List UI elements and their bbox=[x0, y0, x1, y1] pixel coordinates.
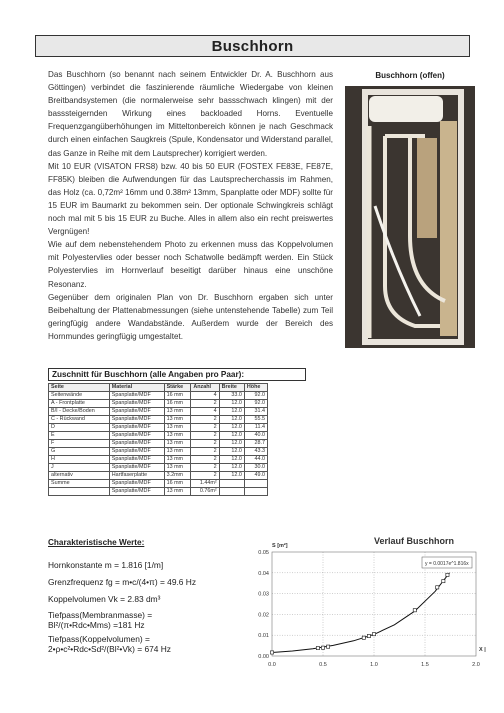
table-cell: C - Rückwand bbox=[49, 416, 110, 424]
cut-table-body bbox=[49, 392, 268, 496]
table-row bbox=[49, 448, 268, 456]
lowpass-coupling-value: 2•ρ•c²•Rdc•Sd²/(Bl²•Vk) = 674 Hz bbox=[48, 644, 171, 654]
table-cell: 44.0 bbox=[244, 456, 267, 464]
cut-table-heading: Zuschnitt für Buschhorn (alle Angaben pro Paar): bbox=[48, 368, 306, 381]
y-tick-label: 0.00 bbox=[258, 654, 269, 660]
horn-profile-chart bbox=[246, 534, 504, 684]
data-point bbox=[413, 609, 416, 612]
photo-caption: Buschhorn (offen) bbox=[375, 71, 445, 80]
table-cell: B/I - Decke/Boden bbox=[49, 408, 110, 416]
table-cell: 2 bbox=[191, 440, 219, 448]
table-row bbox=[49, 408, 268, 416]
lowpass-membrane-value: Bl²/(π•Rdc•Mms) =181 Hz bbox=[48, 620, 145, 630]
data-point bbox=[362, 636, 365, 639]
table-cell: alternativ bbox=[49, 472, 110, 480]
table-cell: Hartfaserplatte bbox=[109, 472, 164, 480]
table-cell: 13 mm bbox=[164, 488, 191, 496]
table-cell: 3.2mm bbox=[164, 472, 191, 480]
table-cell: 13 mm bbox=[164, 416, 191, 424]
table-cell: F bbox=[49, 440, 110, 448]
table-cell: Spanplatte/MDF bbox=[109, 464, 164, 472]
horn-constant: Hornkonstante m = 1.816 [1/m] bbox=[48, 560, 164, 570]
table-cell: 2 bbox=[191, 424, 219, 432]
y-tick-label: 0.02 bbox=[258, 612, 269, 619]
data-point bbox=[327, 645, 330, 648]
y-tick-label: 0.04 bbox=[258, 570, 269, 577]
table-cell: J bbox=[49, 464, 110, 472]
column-header: Seite bbox=[49, 384, 110, 392]
table-cell bbox=[219, 488, 244, 496]
table-cell: 13 mm bbox=[164, 456, 191, 464]
cutoff-frequency: Grenzfrequenz fg = m•c/(4•π) = 49.6 Hz bbox=[48, 577, 197, 587]
table-cell: 1.44m² bbox=[191, 480, 219, 488]
column-header: Anzahl bbox=[191, 384, 219, 392]
table-cell: Spanplatte/MDF bbox=[109, 416, 164, 424]
table-cell: 49.0 bbox=[244, 472, 267, 480]
table-cell: 12.0 bbox=[219, 456, 244, 464]
table-row bbox=[49, 480, 268, 488]
table-cell: Spanplatte/MDF bbox=[109, 392, 164, 400]
table-cell: 2 bbox=[191, 464, 219, 472]
horn-photo bbox=[345, 86, 475, 348]
table-cell: 55.5 bbox=[244, 416, 267, 424]
chart-title: Verlauf Buschhorn bbox=[373, 536, 455, 546]
table-cell: Spanplatte/MDF bbox=[109, 488, 164, 496]
table-row bbox=[49, 432, 268, 440]
characteristics-title: Charakteristische Werte: bbox=[48, 538, 145, 547]
table-row bbox=[49, 416, 268, 424]
table-cell: Spanplatte/MDF bbox=[109, 440, 164, 448]
table-cell bbox=[49, 488, 110, 496]
table-cell: 0.76m² bbox=[191, 488, 219, 496]
y-axis-label: S [m²] bbox=[272, 543, 288, 549]
data-point bbox=[436, 586, 439, 589]
x-tick-label: 2.0 bbox=[472, 662, 480, 668]
table-cell: 13 mm bbox=[164, 440, 191, 448]
table-cell: 13 mm bbox=[164, 408, 191, 416]
table-cell: 2 bbox=[191, 416, 219, 424]
table-cell: E bbox=[49, 432, 110, 440]
table-cell: 12.0 bbox=[219, 408, 244, 416]
table-cell: Spanplatte/MDF bbox=[109, 448, 164, 456]
data-point bbox=[446, 573, 449, 576]
horn-profile-chart-svg bbox=[246, 534, 504, 684]
table-row bbox=[49, 392, 268, 400]
table-cell: A - Frontplatte bbox=[49, 400, 110, 408]
data-point bbox=[442, 580, 445, 583]
table-cell: 13 mm bbox=[164, 432, 191, 440]
table-cell: Spanplatte/MDF bbox=[109, 400, 164, 408]
column-header: Material bbox=[109, 384, 164, 392]
table-cell: Spanplatte/MDF bbox=[109, 432, 164, 440]
y-tick-label: 0.01 bbox=[258, 633, 269, 640]
table-cell: 12.0 bbox=[219, 432, 244, 440]
data-point bbox=[270, 651, 273, 654]
paragraph: Mit 10 EUR (VISATON FRS8) bzw. 40 bis 50 EUR (FOSTEX FE83E, FE87E, FF85K) bleiben die Aufwendungen für das Lautsprecherchassis im Rahmen, das Holz (ca. 0,72m² 16mm und 0.38m² 13mm, Spanplatte oder MDF) sollte für 15 EUR im Baumarkt zu bekommen sein. Der optionale Schwingkreis schlägt noch mal mit 5 bis 15 EUR zu Buche. Alles in allem also ein recht preiswertes Vergnügen! bbox=[48, 161, 333, 237]
table-cell: 40.0 bbox=[244, 432, 267, 440]
data-point bbox=[367, 634, 370, 637]
table-cell: 13 mm bbox=[164, 424, 191, 432]
lowpass-coupling-label: Tiefpass(Koppelvolumen) = bbox=[48, 634, 150, 644]
table-cell: 16 mm bbox=[164, 400, 191, 408]
table-cell: 12.0 bbox=[219, 400, 244, 408]
table-row bbox=[49, 472, 268, 480]
table-cell: 12.0 bbox=[219, 464, 244, 472]
paragraph: Das Buschhorn (so benannt nach seinem Entwickler Dr. A. Buschhorn aus Göttingen) verbindet die faszinierende räumliche Wiedergabe von kleinen Breitbandsystemen (die normalerweise sehr bassschwach klingen) mit der basssteigernden Wirkung eines backloaded Horns. Eventuelle Frequenzgangüberhöhungen im Mitteltonbereich können je nach Geschmack durch einen einfachen Saugkreis (Spule, Kondensator und Widerstand parallel, das Ganze in Reihe mit dem Lautsprecher) korrigiert werden. bbox=[48, 70, 333, 158]
column-header: Höhe bbox=[244, 384, 267, 392]
lowpass-membrane-label: Tiefpass(Membranmasse) = bbox=[48, 610, 153, 620]
table-cell: Spanplatte/MDF bbox=[109, 408, 164, 416]
table-cell bbox=[244, 480, 267, 488]
x-axis-label: X | bbox=[479, 647, 486, 653]
table-cell: Spanplatte/MDF bbox=[109, 480, 164, 488]
paragraph: Wie auf dem nebenstehendem Photo zu erkennen muss das Koppelvolumen mit Polyestervlies oder besser noch Schatwolle bedämpft werden. Ein Stück Polyestervlies im Hornverlauf beseitigt darüber hinaus eine unschöne Resonanz. bbox=[48, 240, 333, 289]
table-cell: 12.0 bbox=[219, 440, 244, 448]
table-row bbox=[49, 400, 268, 408]
column-header: Breite bbox=[219, 384, 244, 392]
coupling-volume: Koppelvolumen Vk = 2.83 dm³ bbox=[48, 594, 161, 604]
table-cell: G bbox=[49, 448, 110, 456]
data-point bbox=[321, 646, 324, 649]
table-row bbox=[49, 456, 268, 464]
table-cell: 16 mm bbox=[164, 392, 191, 400]
x-tick-label: 0.5 bbox=[319, 662, 327, 668]
table-cell: 31.4 bbox=[244, 408, 267, 416]
table-cell: 33.0 bbox=[219, 392, 244, 400]
table-cell: 12.0 bbox=[219, 448, 244, 456]
table-cell: 13 mm bbox=[164, 464, 191, 472]
table-cell: 92.0 bbox=[244, 392, 267, 400]
table-cell: 2 bbox=[191, 456, 219, 464]
table-cell: 2 bbox=[191, 448, 219, 456]
table-cell: 43.3 bbox=[244, 448, 267, 456]
table-cell bbox=[219, 480, 244, 488]
x-tick-label: 1.5 bbox=[421, 662, 429, 668]
data-point bbox=[316, 646, 319, 649]
trendline-equation: y = 0.0017e^1.816x bbox=[425, 561, 469, 567]
table-cell: H bbox=[49, 456, 110, 464]
x-tick-label: 0.0 bbox=[268, 662, 276, 668]
table-row bbox=[49, 424, 268, 432]
table-cell: Summe bbox=[49, 480, 110, 488]
table-cell: 30.0 bbox=[244, 464, 267, 472]
y-tick-label: 0.03 bbox=[258, 591, 269, 598]
table-row bbox=[49, 440, 268, 448]
paragraph: Gegenüber dem originalen Plan von Dr. Buschhorn ergaben sich unter Beibehaltung der Plattenabmessungen (siehe untenstehende Tabelle) zum Teil geringfügig andere Wandabstände. Außerdem wurde der Bereich des Hornmundes geringfügig umgestaltet. bbox=[48, 292, 333, 341]
table-cell: D bbox=[49, 424, 110, 432]
table-cell: 28.7 bbox=[244, 440, 267, 448]
table-cell: 16 mm bbox=[164, 480, 191, 488]
table-cell: Spanplatte/MDF bbox=[109, 456, 164, 464]
table-cell: 2 bbox=[191, 400, 219, 408]
horn-photo-image bbox=[345, 86, 475, 348]
table-row bbox=[49, 464, 268, 472]
table-cell: 12.0 bbox=[219, 472, 244, 480]
table-cell: 4 bbox=[191, 408, 219, 416]
table-row bbox=[49, 488, 268, 496]
cut-table bbox=[48, 383, 268, 496]
table-cell: 2 bbox=[191, 432, 219, 440]
table-cell: 13 mm bbox=[164, 448, 191, 456]
y-tick-label: 0.05 bbox=[258, 550, 269, 556]
table-cell bbox=[244, 488, 267, 496]
table-header-row bbox=[49, 384, 268, 392]
table-cell: 12.0 bbox=[219, 424, 244, 432]
page-title: Buschhorn bbox=[211, 37, 294, 55]
title-box bbox=[35, 35, 470, 57]
table-cell: 92.0 bbox=[244, 400, 267, 408]
table-cell: Seitenwände bbox=[49, 392, 110, 400]
table-cell: 2 bbox=[191, 472, 219, 480]
article-body bbox=[48, 68, 333, 343]
table-cell: 11.4 bbox=[244, 424, 267, 432]
column-header: Stärke bbox=[164, 384, 191, 392]
x-tick-label: 1.0 bbox=[370, 662, 378, 668]
table-cell: Spanplatte/MDF bbox=[109, 424, 164, 432]
table-cell: 12.0 bbox=[219, 416, 244, 424]
data-point bbox=[372, 633, 375, 636]
table-cell: 4 bbox=[191, 392, 219, 400]
